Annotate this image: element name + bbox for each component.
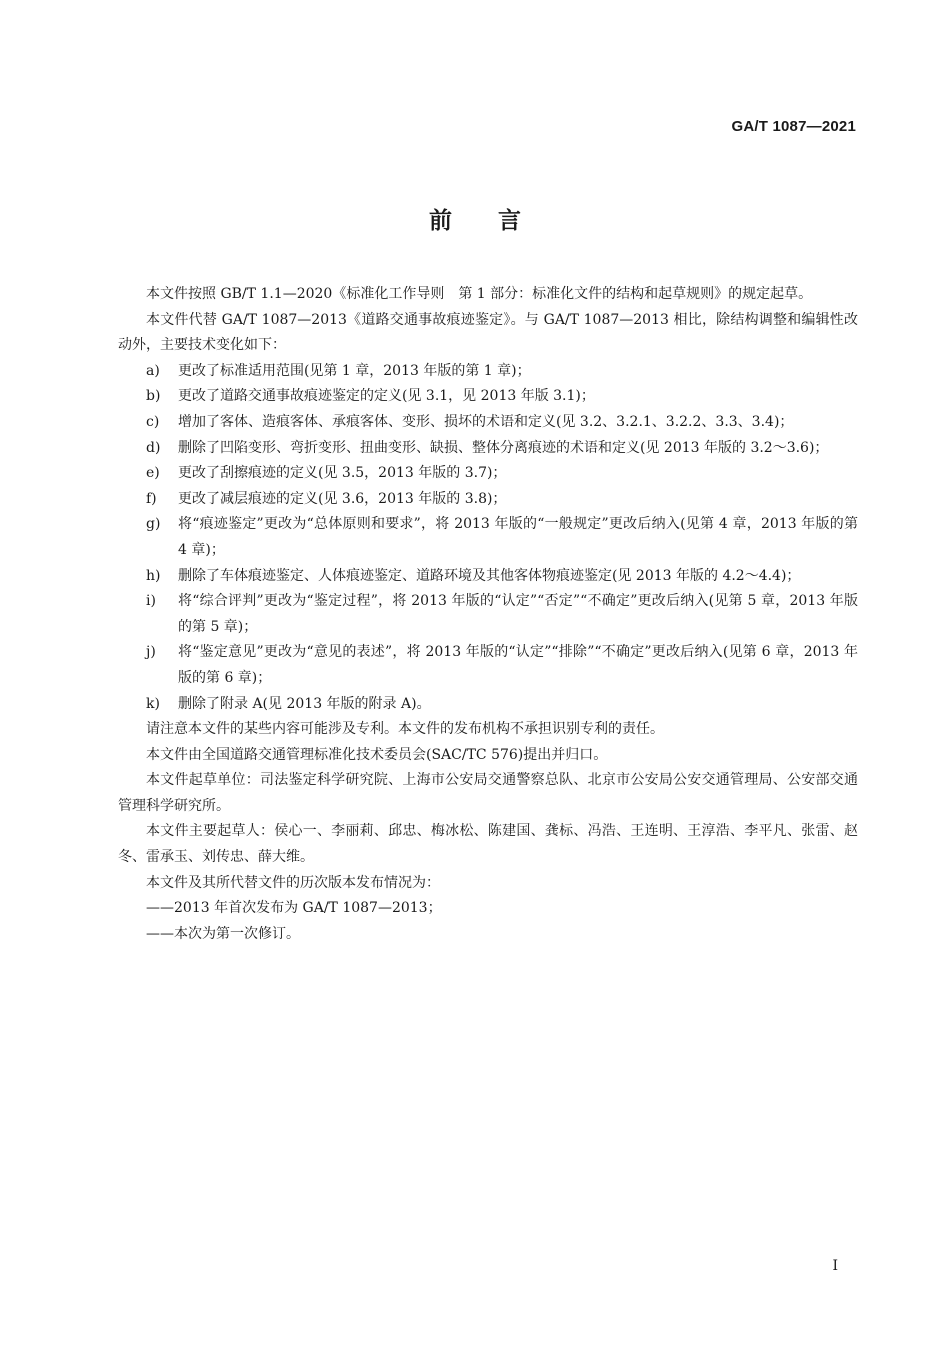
- list-marker: d): [146, 439, 161, 456]
- paragraph-history-intro: 本文件及其所代替文件的历次版本发布情况为：: [146, 874, 440, 891]
- list-text: 将“综合评判”更改为“鉴定过程”，将 2013 年版的“认定”“否定”“不确定”更改后纳入(见第 5 章，2013 年版的第 5 章)；: [178, 593, 858, 635]
- list-marker: b): [146, 388, 161, 405]
- list-marker: j): [146, 644, 156, 661]
- list-text: 更改了标准适用范围(见第 1 章，2013 年版的第 1 章)；: [178, 362, 531, 379]
- list-item: [118, 692, 858, 718]
- paragraph-committee: 本文件由全国道路交通管理标准化技术委员会(SAC/TC 576)提出并归口。: [146, 746, 608, 763]
- list-text: 更改了刮擦痕迹的定义(见 3.5，2013 年版的 3.7)；: [178, 465, 507, 482]
- list-text: 更改了道路交通事故痕迹鉴定的定义(见 3.1，见 2013 年版 3.1)；: [178, 388, 595, 405]
- history-item: ——2013 年首次发布为 GA/T 1087—2013；: [146, 900, 442, 917]
- foreword-body: [118, 282, 858, 947]
- paragraph-drafting-rules: 本文件按照 GB/T 1.1—2020《标准化工作导则 第 1 部分：标准化文件的结构和起草规则》的规定起草。: [146, 286, 813, 302]
- history-item: ——本次为第一次修订。: [146, 925, 300, 942]
- list-item: [118, 384, 858, 410]
- list-item: [118, 410, 858, 436]
- page-title: 前言: [429, 208, 567, 234]
- document-code: GA/T 1087—2021: [731, 118, 856, 135]
- list-marker: c): [146, 413, 160, 430]
- list-marker: g): [146, 516, 161, 533]
- list-item: [118, 512, 858, 563]
- list-item: [118, 589, 858, 640]
- list-marker: i): [146, 593, 156, 610]
- list-marker: f): [146, 490, 157, 507]
- list-marker: k): [146, 695, 160, 712]
- list-item: [118, 436, 858, 462]
- list-item: [118, 640, 858, 691]
- list-marker: h): [146, 567, 161, 584]
- list-item: [118, 359, 858, 385]
- list-item: [118, 564, 858, 590]
- list-text: 删除了凹陷变形、弯折变形、扭曲变形、缺损、整体分离痕迹的术语和定义(见 2013 年版的 3.2～3.6)；: [178, 439, 829, 456]
- list-text: 增加了客体、造痕客体、承痕客体、变形、损坏的术语和定义(见 3.2、3.2.1、3.2.2、3.3、3.4)；: [178, 413, 794, 430]
- changes-list: [118, 359, 858, 717]
- list-text: 将“鉴定意见”更改为“意见的表述”，将 2013 年版的“认定”“排除”“不确定”更改后纳入(见第 6 章，2013 年版的第 6 章)；: [178, 644, 858, 686]
- list-text: 删除了附录 A(见 2013 年版的附录 A)。: [178, 695, 431, 712]
- list-text: 更改了减层痕迹的定义(见 3.6，2013 年版的 3.8)；: [178, 490, 507, 507]
- paragraph-replacement: 本文件代替 GA/T 1087—2013《道路交通事故痕迹鉴定》。与 GA/T 1087—2013 相比，除结构调整和编辑性改动外，主要技术变化如下：: [118, 311, 858, 354]
- list-text: 将“痕迹鉴定”更改为“总体原则和要求”，将 2013 年版的“一般规定”更改后纳入(见第 4 章，2013 年版的第 4 章)；: [178, 516, 858, 558]
- list-marker: e): [146, 465, 160, 482]
- list-marker: a): [146, 362, 160, 379]
- page-number: I: [832, 1258, 838, 1274]
- paragraph-drafters: 本文件主要起草人：侯心一、李丽莉、邱忠、梅冰松、陈建国、龚标、冯浩、王连明、王淳浩、李平凡、张雷、赵冬、雷承玉、刘传忠、薛大维。: [118, 823, 858, 866]
- list-item: [118, 487, 858, 513]
- list-item: [118, 461, 858, 487]
- list-text: 删除了车体痕迹鉴定、人体痕迹鉴定、道路环境及其他客体物痕迹鉴定(见 2013 年版的 4.2～4.4)；: [178, 567, 801, 584]
- paragraph-patent-notice: 请注意本文件的某些内容可能涉及专利。本文件的发布机构不承担识别专利的责任。: [146, 721, 664, 738]
- paragraph-drafting-units: 本文件起草单位：司法鉴定科学研究院、上海市公安局交通警察总队、北京市公安局公安交通管理局、公安部交通管理科学研究所。: [118, 772, 858, 814]
